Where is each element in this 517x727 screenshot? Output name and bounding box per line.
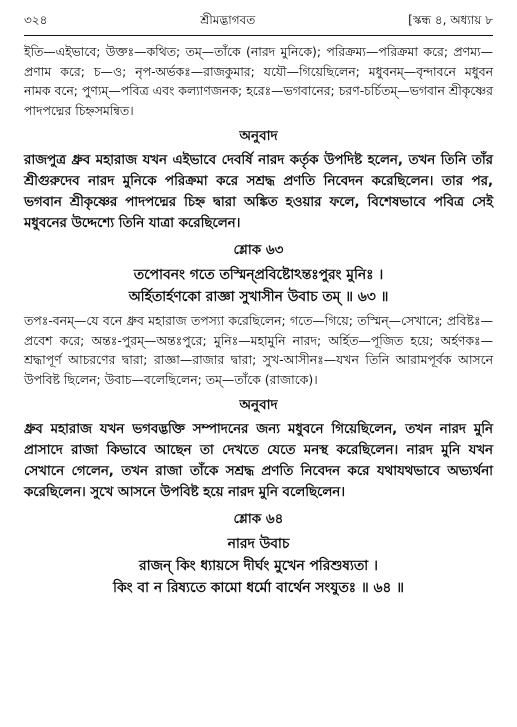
sloka-64-title: শ্লোক ৬৪ — [233, 511, 284, 527]
translation-heading-62: অনুবাদ — [239, 128, 278, 144]
sloka-63-line-1: তপোবনং গতে তস্মিন্প্রবিষ্টোঽন্তঃপুরং মুনিঃ । — [133, 267, 384, 283]
book-title: শ্রীমদ্ভাগবত — [200, 13, 256, 27]
translation-62: রাজপুত্র ধ্রুব মহারাজ যখন এইভাবে দেবর্ষি নারদ কর্তৃক উপদিষ্ট হলেন, তখন তিনি তাঁর শ্রীগুরুদেব নারদ মুনিকে পরিক্রমা করে সশ্রদ্ধ প্রণতি নিবেদন করেছিলেন। তার পর, ভগবান শ্রীকৃষ্ণের পাদপদ্মের চিহ্ন দ্বারা অঙ্কিত হওয়ার ফলে, বিশেষভাবে পবিত্র সেই মধুবনের উদ্দেশ্যে তিনি যাত্রা করেছিলেন। — [24, 153, 493, 231]
sloka-63-title: শ্লোক ৬৩ — [233, 242, 284, 258]
synonyms-62: ইতি—এইভাবে; উক্তঃ—কথিত; তম্—তাঁকে (নারদ মুনিকে); পরিক্রম্য—পরিক্রমা করে; প্রণম্য—প্রণাম করে; চ—ও; নৃপ-অর্ভকঃ—রাজকুমার; যযৌ—গিয়েছিলেন; মধুবনম্—বৃন্দাবনে মধুবন নামক বনে; পুণ্যম্—পবিত্র এবং কল্যাণজনক; হরেঃ—ভগবানের; চরণ-চর্চিতম্—ভগবান শ্রীকৃষ্ণের পাদপদ্মের চিহ্নসমন্বিত। — [24, 44, 493, 118]
sloka-64-speaker: নারদ উবাচ — [227, 536, 290, 552]
sloka-63-line-2: অর্হিতার্হণকো রাজ্ঞা সুখাসীন উবাচ তম্ ॥ ৬৩ ॥ — [128, 289, 389, 305]
sloka-64-line-1: রাজন্ কিং ধ্যায়সে দীর্ঘং মুখেন পরিশুষ্যতা । — [139, 558, 378, 574]
synonyms-63: তপঃ-বনম্—যে বনে ধ্রুব মহারাজ তপস্যা করেছিলেন; গতে—গিয়ে; তস্মিন্—সেখানে; প্রবিষ্টঃ—প্রবেশ করে; অন্তঃ-পুরম্—অন্তঃপুরে; মুনিঃ—মহামুনি নারদ; অর্হিত—পূজিত হয়ে; অর্হণকঃ—শ্রদ্ধাপূর্ণ আচরণের দ্বারা; রাজ্ঞা—রাজার দ্বারা; সুখ-আসীনঃ—যখন তিনি আরামপূর্বক আসনে উপবিষ্ট ছিলেন; উবাচ—বলেছিলেন; তম্—তাঁকে (রাজাকে)। — [24, 313, 493, 387]
header-rule — [24, 35, 493, 36]
translation-63: ধ্রুব মহারাজ যখন ভগবদ্ভক্তি সম্পাদনের জন্য মধুবনে গিয়েছিলেন, তখন নারদ মুনি প্রাসাদে রাজা কিভাবে আছেন তা দেখতে যেতে মনস্থ করেছিলেন। নারদ মুনি যখন সেখানে গেলেন, তখন রাজা তাঁকে সশ্রদ্ধ প্রণতি নিবেদন করে যথাযথভাবে অভ্যর্থনা করেছিলেন। সুখে আসনে উপবিষ্ট হয়ে নারদ মুনি বলেছিলেন। — [24, 422, 493, 500]
page-number: ৩২৪ — [24, 13, 48, 27]
page-header — [24, 14, 493, 32]
translation-heading-63: অনুবাদ — [239, 397, 278, 413]
chapter-location: [স্কন্ধ ৪, অধ্যায় ৮ — [408, 13, 493, 27]
sloka-64-line-2: কিং বা ন রিষ্যতে কামো ধর্মো বার্থেন সংযুতঃ ॥ ৬৪ ॥ — [113, 580, 404, 596]
